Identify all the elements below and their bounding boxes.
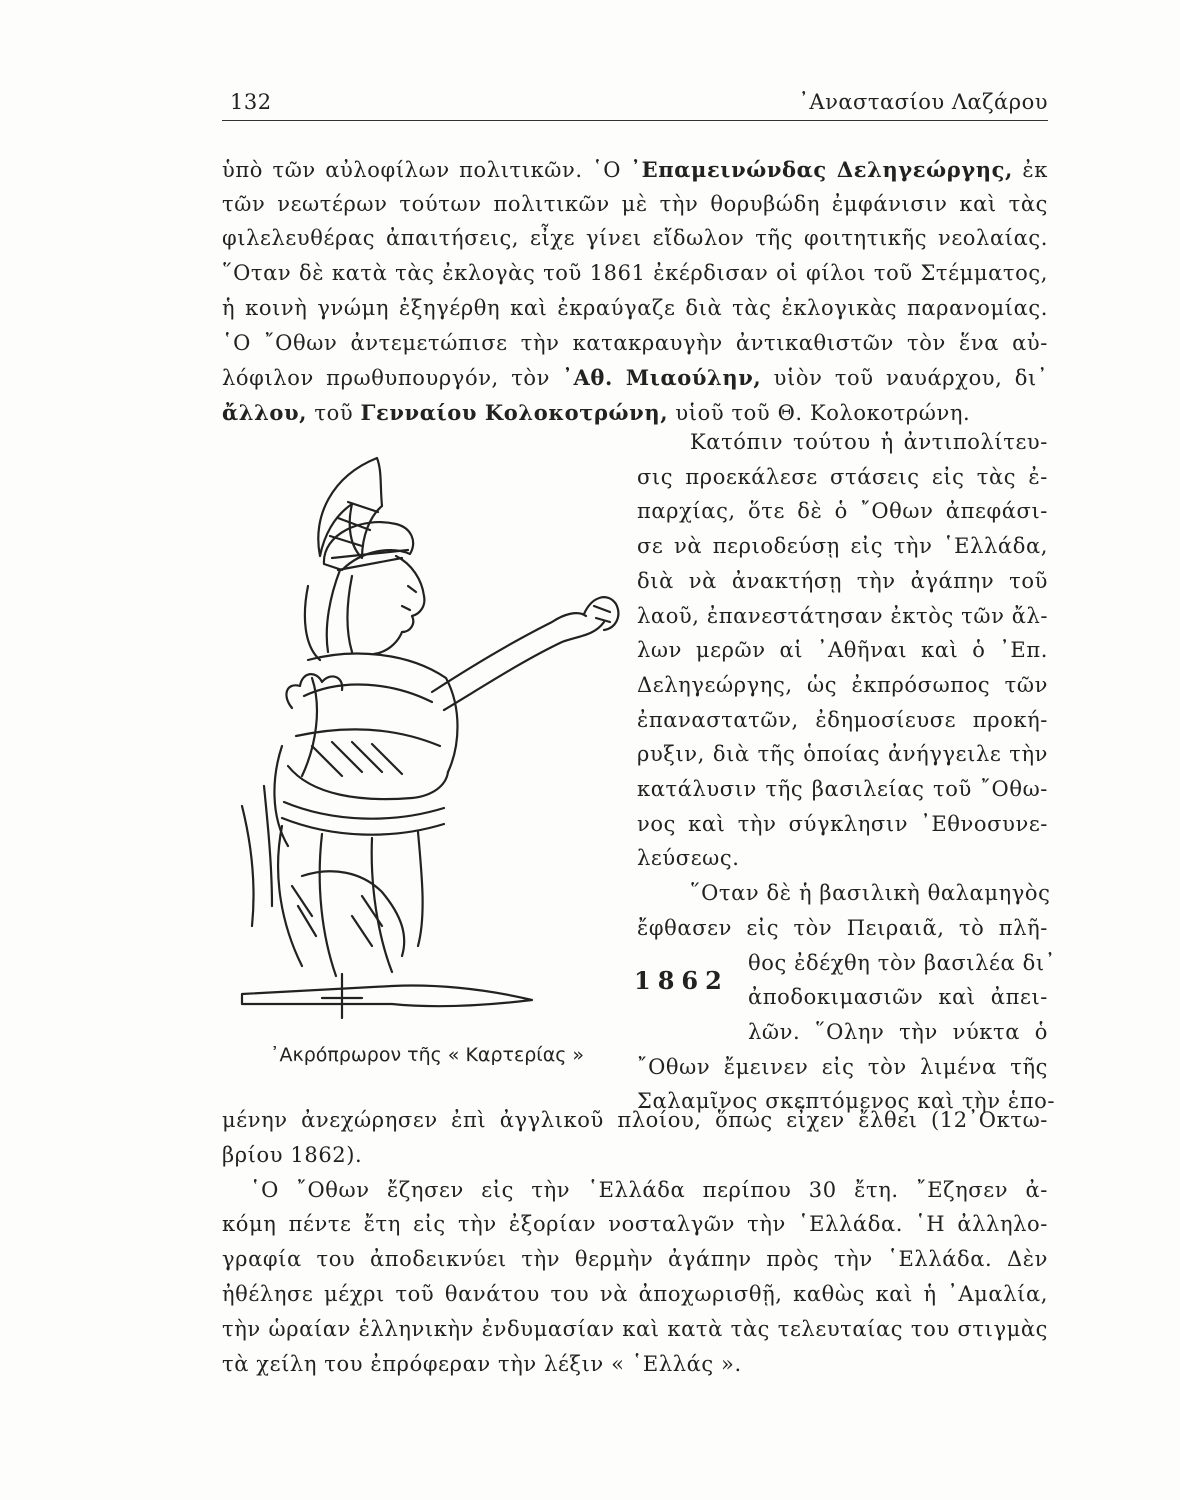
side-text-line: ῎Οθων ἔμεινεν εἰς τὸν λιμένα τῆς	[637, 1054, 1048, 1079]
text-run: τοῦ	[307, 400, 361, 425]
side-text-line: κατάλυσιν τῆς βασιλείας τοῦ ῎Οθω-	[637, 777, 1048, 801]
text-line: τὰ χείλη του ἐπρόφεραν τὴν λέξιν « ῾Ελλάς ».	[222, 1351, 742, 1376]
text-run: υἱὸν τοῦ ναυάρχου, δι᾿	[761, 366, 1048, 391]
text-line: μένην ἀνεχώρησεν ἐπὶ ἀγγλικοῦ πλοίου, ὅπως εἶχεν ἔλθει (12᾿Οκτω-	[222, 1108, 1048, 1132]
text-line	[222, 400, 1048, 425]
text-run: ἡ κοινὴ γνώμη ἐξηγέρθη καὶ ἐκραύγαζε διὰ τὰς ἐκλογικὰς παρανομίας.	[222, 295, 1048, 320]
side-text-line: νος καὶ τὴν σύγκλησιν ᾿Εθνοσυνε-	[637, 811, 1048, 836]
text-run: φιλελευθέρας ἀπαιτήσεις, εἶχε γίνει εἴδωλον τῆς φοιτητικῆς νεολαίας.	[222, 226, 1048, 251]
figurehead-illustration	[212, 446, 632, 1026]
text-line	[222, 226, 1048, 250]
text-run: ῞Οταν δὲ κατὰ τὰς ἐκλογὰς τοῦ 1861 ἐκέρδισαν οἱ φίλοι τοῦ Στέμματος,	[222, 261, 1048, 286]
text-line	[222, 261, 1048, 285]
side-text-line: θος ἐδέχθη τὸν βασιλέα δι᾿	[748, 950, 1056, 975]
side-text-line: παρχίας, ὅτε δὲ ὁ ῎Οθων ἀπεφάσι-	[637, 499, 1048, 524]
text-line: γραφία του ἀποδεικνύει τὴν θερμὴν ἀγάπην πρὸς τὴν ῾Ελλάδα. Δὲν	[222, 1247, 1048, 1272]
margin-year: 1862	[634, 966, 729, 995]
figurehead-drawing	[212, 446, 632, 1026]
side-text-line: λαοῦ, ἐπανεστάτησαν ἐκτὸς τῶν ἄλ-	[637, 603, 1049, 628]
text-run: ὑπὸ τῶν αὐλοφίλων πολιτικῶν. ῾Ο	[222, 158, 631, 182]
side-text-line: ἐπαναστατῶν, ἐδημοσίευσε προκή-	[637, 707, 1048, 732]
text-run: τῶν νεωτέρων τούτων πολιτικῶν μὲ τὴν θορυβώδη ἐμφάνισιν καὶ τὰς	[222, 191, 1048, 216]
text-line	[222, 296, 1048, 320]
side-text-line: σις προεκάλεσε στάσεις εἰς τὰς ἐ-	[637, 464, 1048, 489]
text-line	[222, 331, 1048, 355]
text-run: ἐκ	[1012, 158, 1048, 182]
bold-name: ᾿Επαμεινώνδας Δεληγεώργης,	[630, 157, 1013, 182]
text-run: υἱοῦ τοῦ Θ. Κολοκοτρώνη.	[668, 400, 971, 425]
text-line: βρίου 1862).	[222, 1142, 363, 1167]
text-line: τὴν ὡραίαν ἑλληνικὴν ἐνδυμασίαν καὶ κατὰ τὰς τελευταίας του στιγμὰς	[222, 1316, 1048, 1341]
side-text-line: λων μερῶν αἱ ᾿Αθῆναι καὶ ὁ ᾿Επ.	[637, 638, 1048, 663]
bold-name: ἄλλου,	[222, 399, 308, 425]
side-text-line: ἀποδοκιμασιῶν καὶ ἀπει-	[748, 985, 1048, 1010]
bold-name: ᾿Αθ. Μιαούλην,	[562, 365, 762, 391]
side-text-line: λῶν. ῞Ολην τὴν νύκτα ὁ	[748, 1019, 1048, 1044]
side-text-line: Κατόπιν τούτου ἡ ἀντιπολίτευ-	[690, 430, 1048, 454]
text-line: κόμη πέντε ἔτη εἰς τὴν ἐξορίαν νοσταλγῶν τὴν ῾Ελλάδα. ῾Η ἀλληλο-	[222, 1212, 1048, 1237]
text-line: ἠθέλησε μέχρι τοῦ θανάτου του νὰ ἀποχωρισθῇ, καθὼς καὶ ἡ ᾿Αμαλία,	[222, 1282, 1048, 1306]
side-text-line: Σαλαμῖνος σκεπτόμενος καὶ τὴν ἑπο-	[637, 1089, 1056, 1114]
figure-caption: ᾿Ακρόπρωρον τῆς « Καρτερίας »	[270, 1044, 585, 1066]
running-title: ᾿Αναστασίου Λαζάρου	[798, 90, 1048, 114]
side-text-line: Δεληγεώργης, ὡς ἐκπρόσωπος τῶν	[637, 672, 1048, 697]
side-text-line: ρυξιν, διὰ τῆς ὁποίας ἀνήγγειλε τὴν	[637, 742, 1048, 767]
text-run: λόφιλον πρωθυπουργόν, τὸν	[222, 366, 563, 391]
side-text-line: λεύσεως.	[637, 846, 740, 871]
running-head	[222, 84, 1048, 121]
side-text-line: σε νὰ περιοδεύσῃ εἰς τὴν ῾Ελλάδα,	[637, 534, 1048, 559]
bold-name: Γενναίου Κολοκοτρώνη,	[360, 399, 669, 425]
text-line	[222, 157, 1048, 182]
side-text-line: διὰ νὰ ἀνακτήσῃ τὴν ἀγάπην τοῦ	[637, 568, 1048, 593]
text-line	[222, 365, 1048, 390]
page-number: 132	[230, 90, 272, 114]
side-text-line: ῞Οταν δὲ ἡ βασιλικὴ θαλαμηγὸς	[690, 881, 1051, 906]
side-text-line: ἔφθασεν εἰς τὸν Πειραιᾶ, τὸ πλῆ-	[637, 915, 1048, 940]
text-line: ῾Ο ῎Οθων ἔζησεν εἰς τὴν ῾Ελλάδα περίπου 30 ἔτη. ῎Εζησεν ἀ-	[250, 1177, 1048, 1202]
text-run: ῾Ο ῎Οθων ἀντεμετώπισε τὴν κατακραυγὴν ἀντικαθιστῶν τὸν ἕνα αὐ-	[222, 330, 1048, 355]
text-line	[222, 192, 1048, 216]
